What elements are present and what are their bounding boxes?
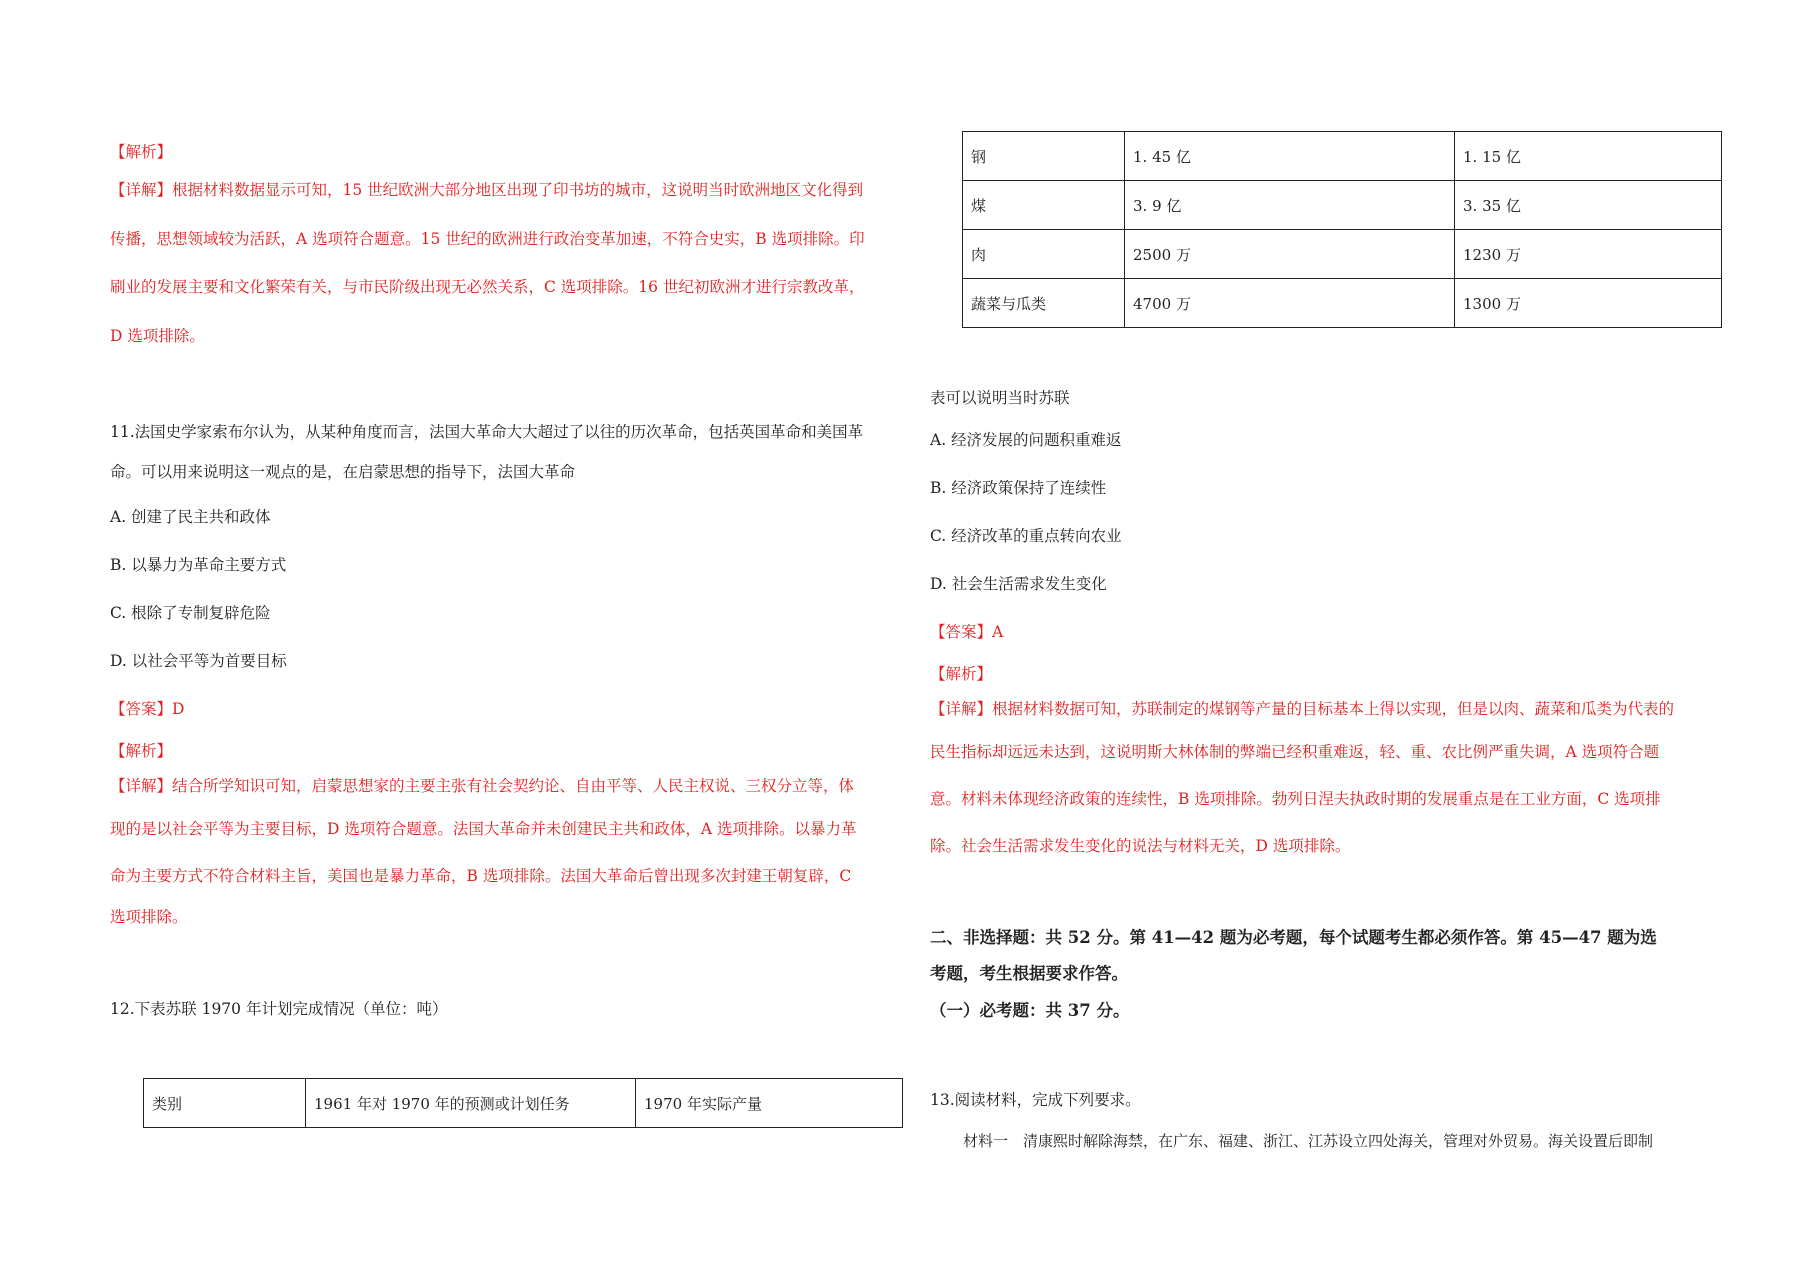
table-cell: 4700 万 <box>1125 279 1455 328</box>
option-a: A. 创建了民主共和政体 <box>110 508 271 526</box>
section-heading: 二、非选择题：共 52 分。第 41—42 题为必考题，每个试题考生都必须作答。第 45—47 题为选 <box>930 928 1657 947</box>
option-b: B. 以暴力为革命主要方式 <box>110 556 287 574</box>
production-table <box>962 131 1722 328</box>
question-13-stem: 13.阅读材料，完成下列要求。 <box>930 1091 1141 1109</box>
analysis-label: 【解析】 <box>110 143 173 161</box>
answer-label: 【答案】A <box>930 623 1004 641</box>
question-11-stem: 11.法国史学家索布尔认为，从某种角度而言，法国大革命大大超过了以往的历次革命，包括英国革命和美国革 <box>110 423 864 441</box>
table-cell: 1230 万 <box>1455 230 1722 279</box>
detail-line: 命为主要方式不符合材料主旨，美国也是暴力革命，B 选项排除。法国大革命后曾出现多次封建王朝复辟，C <box>110 867 852 885</box>
table-cell: 1. 15 亿 <box>1455 132 1722 181</box>
section-heading: 考题，考生根据要求作答。 <box>930 964 1128 983</box>
analysis-label: 【解析】 <box>930 665 993 683</box>
table-cell: 肉 <box>963 230 1125 279</box>
option-a: A. 经济发展的问题积重难返 <box>930 431 1122 449</box>
option-b: B. 经济政策保持了连续性 <box>930 479 1107 497</box>
option-d: D. 以社会平等为首要目标 <box>110 652 287 670</box>
detail-line: 现的是以社会平等为主要目标，D 选项符合题意。法国大革命并未创建民主共和政体，A 选项排除。以暴力革 <box>110 820 857 838</box>
table-row <box>963 230 1722 279</box>
table-cell: 2500 万 <box>1125 230 1455 279</box>
question-12-continued: 表可以说明当时苏联 <box>930 389 1070 407</box>
table-cell: 3. 9 亿 <box>1125 181 1455 230</box>
detail-line: 除。社会生活需求发生变化的说法与材料无关，D 选项排除。 <box>930 837 1351 855</box>
option-d: D. 社会生活需求发生变化 <box>930 575 1107 593</box>
table-row <box>963 132 1722 181</box>
detail-line: 刷业的发展主要和文化繁荣有关，与市民阶级出现无必然关系，C 选项排除。16 世纪初欧洲才进行宗教改革， <box>110 278 865 296</box>
detail-line: 选项排除。 <box>110 908 188 926</box>
table-header-cell: 类别 <box>144 1079 306 1128</box>
option-c: C. 经济改革的重点转向农业 <box>930 527 1122 545</box>
detail-line: 传播，思想领域较为活跃，A 选项符合题意。15 世纪的欧洲进行政治变革加速，不符合史实，B 选项排除。印 <box>110 230 865 248</box>
detail-line: D 选项排除。 <box>110 327 205 345</box>
table-cell: 3. 35 亿 <box>1455 181 1722 230</box>
analysis-label: 【解析】 <box>110 742 173 760</box>
detail-line: 【详解】根据材料数据可知，苏联制定的煤钢等产量的目标基本上得以实现，但是以肉、蔬菜和瓜类为代表的 <box>930 700 1675 718</box>
question-11-stem: 命。可以用来说明这一观点的是，在启蒙思想的指导下，法国大革命 <box>110 463 576 481</box>
table-header-cell: 1961 年对 1970 年的预测或计划任务 <box>306 1079 636 1128</box>
table-cell: 1. 45 亿 <box>1125 132 1455 181</box>
subsection-heading: （一）必考题：共 37 分。 <box>930 1001 1130 1020</box>
detail-line: 【详解】根据材料数据显示可知，15 世纪欧洲大部分地区出现了印书坊的城市，这说明当时欧洲地区文化得到 <box>110 181 864 199</box>
table-cell: 钢 <box>963 132 1125 181</box>
detail-line: 意。材料未体现经济政策的连续性，B 选项排除。勃列日涅夫执政时期的发展重点是在工业方面，C 选项排 <box>930 790 1661 808</box>
answer-label: 【答案】D <box>110 700 185 718</box>
table-cell: 煤 <box>963 181 1125 230</box>
option-c: C. 根除了专制复辟危险 <box>110 604 271 622</box>
table-cell: 1300 万 <box>1455 279 1722 328</box>
detail-line: 【详解】结合所学知识可知，启蒙思想家的主要主张有社会契约论、自由平等、人民主权说、三权分立等，体 <box>110 777 855 795</box>
question-13-material: 材料一 清康熙时解除海禁，在广东、福建、浙江、江苏设立四处海关，管理对外贸易。海关设置后即制 <box>963 1132 1654 1150</box>
table-row <box>963 279 1722 328</box>
table-cell: 蔬菜与瓜类 <box>963 279 1125 328</box>
table-header-cell: 1970 年实际产量 <box>636 1079 903 1128</box>
detail-line: 民生指标却远远未达到，这说明斯大林体制的弊端已经积重难返，轻、重、农比例严重失调，A 选项符合题 <box>930 743 1660 761</box>
question-12-stem: 12.下表苏联 1970 年计划完成情况（单位：吨） <box>110 1000 448 1018</box>
production-table-header <box>143 1078 903 1128</box>
table-row <box>963 181 1722 230</box>
